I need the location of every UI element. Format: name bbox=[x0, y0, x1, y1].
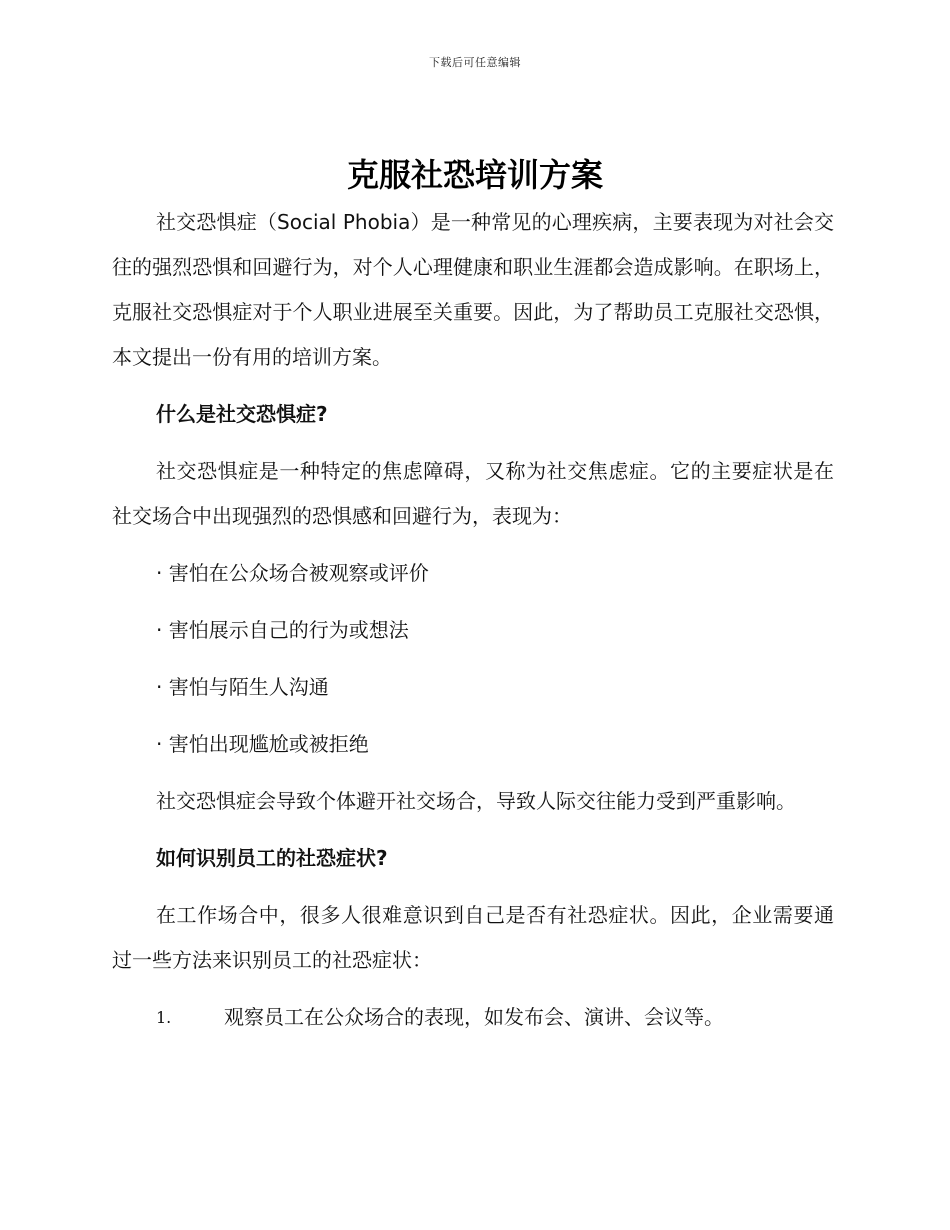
bullet-item: · 害怕展示自己的行为或想法 bbox=[156, 618, 409, 642]
item-number: 1. bbox=[156, 1008, 172, 1027]
section2-paragraph: 在工作场合中，很多人很难意识到自己是否有社恐症状。因此，企业需要通过一些方法来识别员工的社恐症状： bbox=[112, 903, 834, 972]
numbered-item bbox=[112, 995, 834, 1040]
bullet-item: · 害怕在公众场合被观察或评价 bbox=[156, 561, 429, 585]
section1-closing-paragraph: 社交恐惧症会导致个体避开社交场合，导致人际交往能力受到严重影响。 bbox=[156, 789, 796, 813]
bullet-item: · 害怕出现尴尬或被拒绝 bbox=[156, 732, 369, 756]
section-heading-what-is: 什么是社交恐惧症? bbox=[156, 402, 328, 426]
page-title: 克服社恐培训方案 bbox=[346, 156, 603, 194]
intro-paragraph: 社交恐惧症（Social Phobia）是一种常见的心理疾病，主要表现为对社会交往的强烈恐惧和回避行为，对个人心理健康和职业生涯都会造成影响。在职场上，克服社交恐惧症对于个人职业进展至关重要。因此，为了帮助员工克服社交恐惧，本文提出一份有用的培训方案。 bbox=[112, 210, 834, 369]
item-text: 观察员工在公众场合的表现，如发布会、演讲、会议等。 bbox=[224, 1005, 724, 1029]
document-body bbox=[112, 200, 834, 1040]
section-heading-identify: 如何识别员工的社恐症状? bbox=[156, 846, 388, 870]
spacer bbox=[112, 539, 834, 551]
section1-paragraph: 社交恐惧症是一种特定的焦虑障碍，又称为社交焦虑症。它的主要症状是在社交场合中出现强烈的恐惧感和回避行为，表现为： bbox=[112, 459, 834, 528]
bullet-item: · 害怕与陌生人沟通 bbox=[156, 675, 329, 699]
header-note: 下载后可任意编辑 bbox=[429, 56, 521, 69]
